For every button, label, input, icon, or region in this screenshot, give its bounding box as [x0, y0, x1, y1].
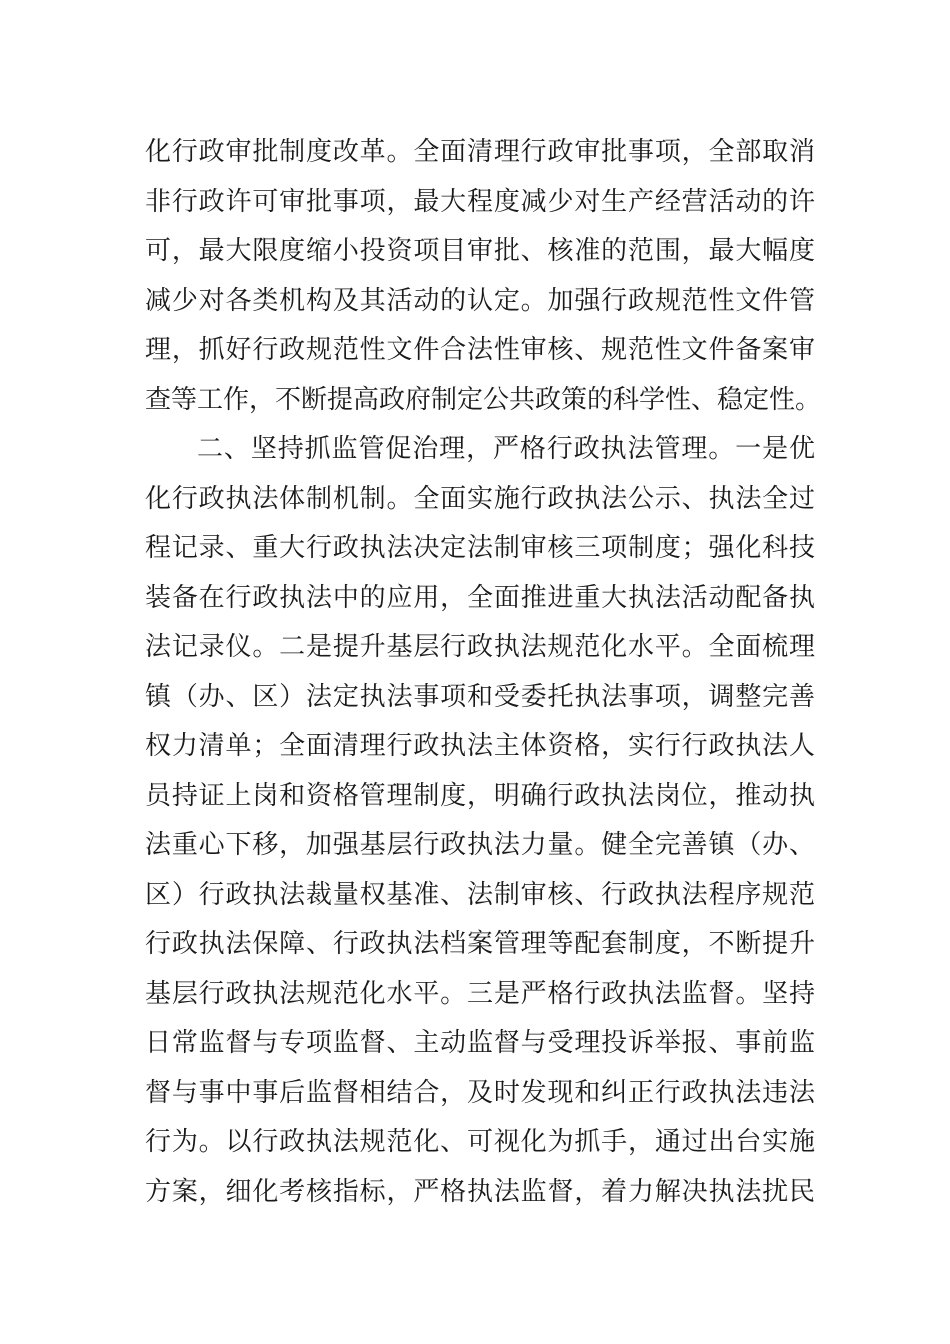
text-line: 非行政许可审批事项，最大程度减少对生产经营活动的许: [145, 186, 815, 217]
text-line: 理，抓好行政规范性文件合法性审核、规范性文件备案审: [145, 335, 815, 365]
text-line: 二、坚持抓监管促治理，严格行政执法管理。一是优: [197, 434, 815, 464]
document-body: [145, 128, 822, 1217]
text-line: 督与事中事后监督相结合，及时发现和纠正行政执法违法: [145, 1077, 815, 1108]
text-line: 化行政执法体制机制。全面实施行政执法公示、执法全过: [145, 483, 815, 514]
paragraph-1: [145, 128, 822, 425]
text-line: 查等工作，不断提高政府制定公共政策的科学性、稳定性。: [145, 384, 822, 415]
text-line: 减少对各类机构及其活动的认定。加强行政规范性文件管: [145, 285, 815, 316]
text-line: 镇（办、区）法定执法事项和受委托执法事项，调整完善: [145, 681, 815, 712]
text-line: 行政执法保障、行政执法档案管理等配套制度，不断提升: [145, 929, 815, 959]
text-line: 权力清单；全面清理行政执法主体资格，实行行政执法人: [145, 731, 815, 761]
text-line: 装备在行政执法中的应用，全面推进重大执法活动配备执: [145, 582, 815, 613]
text-line: 日常监督与专项监督、主动监督与受理投诉举报、事前监: [145, 1028, 815, 1058]
text-line: 法记录仪。二是提升基层行政执法规范化水平。全面梳理: [145, 632, 815, 662]
paragraph-2: [145, 425, 815, 1217]
text-line: 可，最大限度缩小投资项目审批、核准的范围，最大幅度: [145, 236, 815, 266]
text-line: 基层行政执法规范化水平。三是严格行政执法监督。坚持: [145, 978, 815, 1009]
text-line: 员持证上岗和资格管理制度，明确行政执法岗位，推动执: [145, 780, 815, 811]
text-line: 化行政审批制度改革。全面清理行政审批事项，全部取消: [145, 137, 815, 167]
text-line: 程记录、重大行政执法决定法制审核三项制度；强化科技: [145, 533, 815, 563]
text-line: 法重心下移，加强基层行政执法力量。健全完善镇（办、: [145, 830, 815, 860]
text-line: 区）行政执法裁量权基准、法制审核、行政执法程序规范: [145, 879, 815, 910]
text-line: 方案，细化考核指标，严格执法监督，着力解决执法扰民: [145, 1176, 815, 1207]
text-line: 行为。以行政执法规范化、可视化为抓手，通过出台实施: [145, 1127, 815, 1157]
